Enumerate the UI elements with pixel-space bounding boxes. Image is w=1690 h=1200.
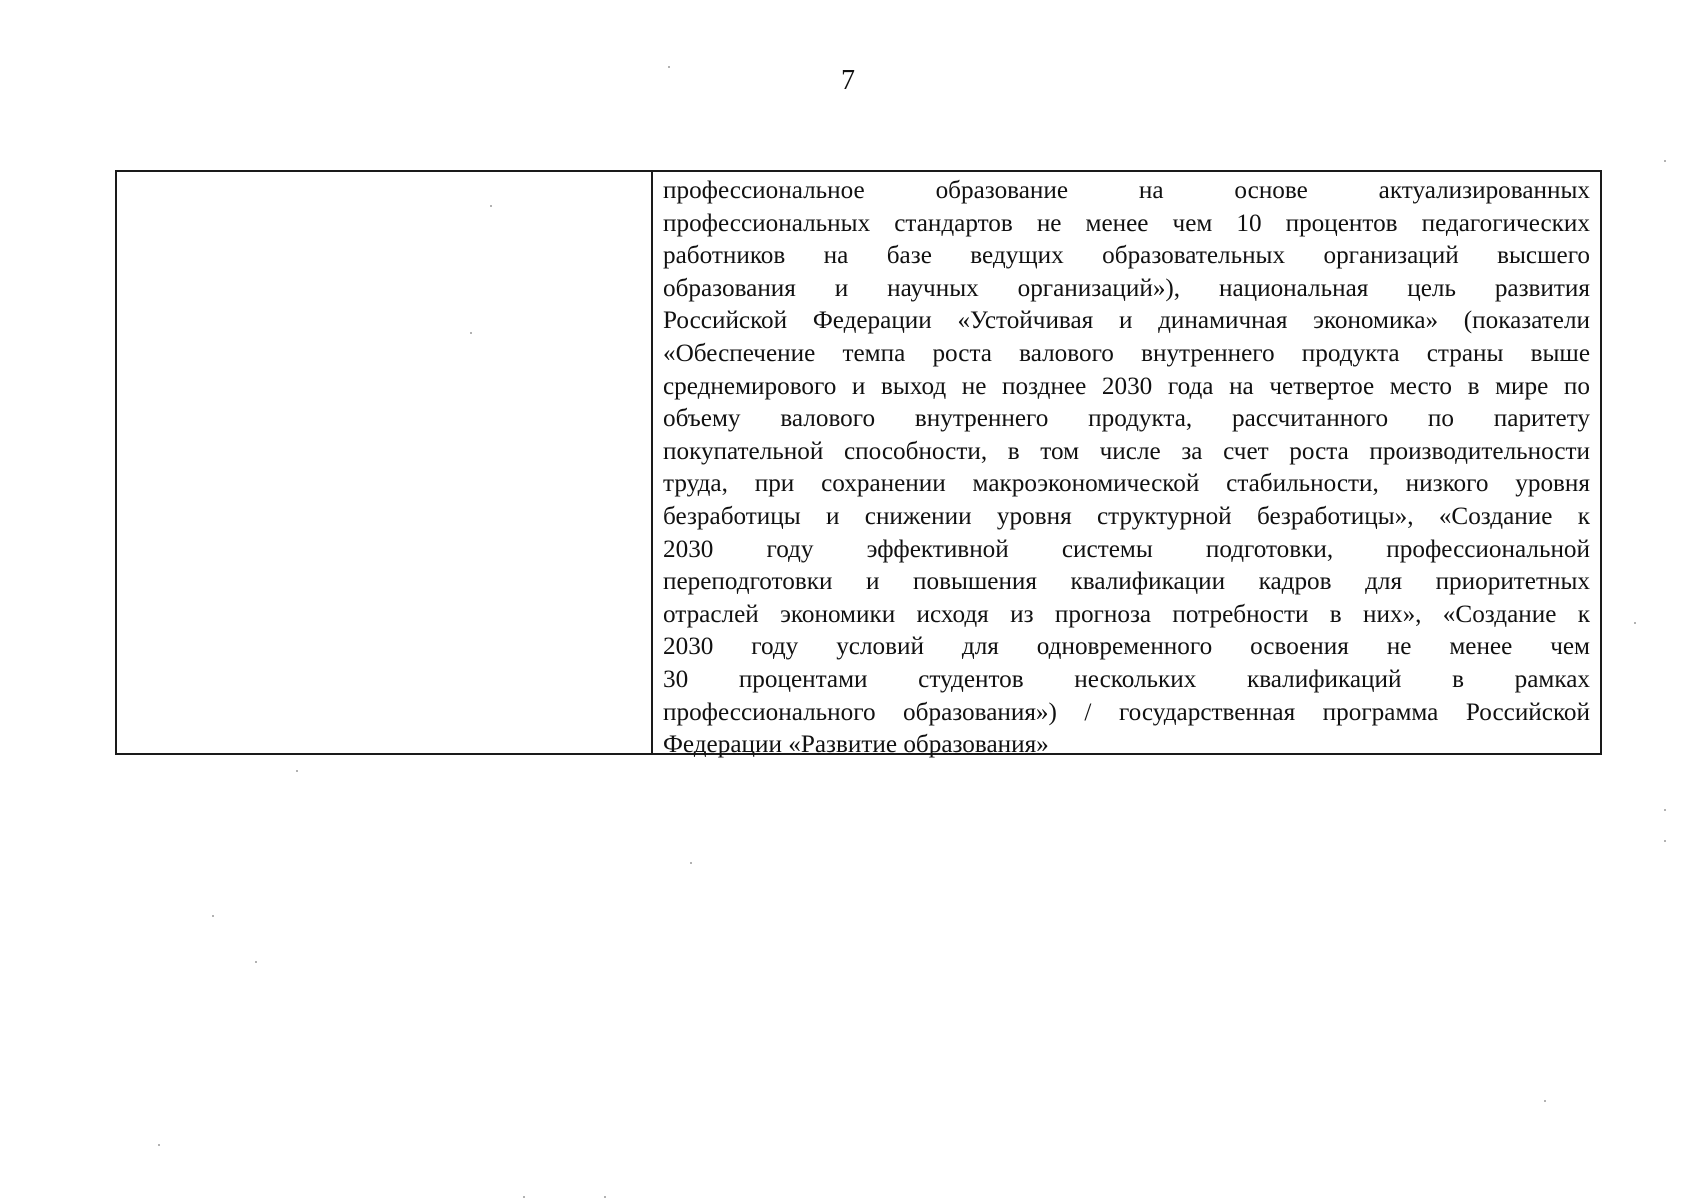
- page-number: 7: [841, 65, 855, 96]
- text-line: объему валового внутреннего продукта, рассчитанного по паритету: [663, 405, 1590, 433]
- text-line: работников на базе ведущих образовательных организаций высшего: [663, 242, 1590, 270]
- scan-speck: [604, 1196, 606, 1198]
- scan-speck: [523, 1196, 525, 1198]
- scan-speck: [668, 66, 670, 68]
- scan-speck: [690, 862, 692, 864]
- scan-speck: [1664, 160, 1666, 162]
- text-line: профессиональных стандартов не менее чем 10 процентов педагогических: [663, 209, 1590, 237]
- scan-speck: [1544, 1100, 1546, 1102]
- cell-paragraph: [663, 175, 1590, 762]
- scan-speck: [212, 915, 214, 917]
- scan-speck: [296, 770, 298, 772]
- document-table: [115, 170, 1602, 759]
- text-line: безработицы и снижении уровня структурной безработицы», «Создание к: [663, 502, 1590, 530]
- table-cell-right: [653, 172, 1600, 759]
- scan-speck: [1664, 840, 1666, 842]
- scan-speck: [158, 1144, 160, 1146]
- text-line: отраслей экономики исходя из прогноза потребности в них», «Создание к: [663, 600, 1590, 628]
- scan-speck: [470, 332, 472, 334]
- text-line: Российской Федерации «Устойчивая и динамичная экономика» (показатели: [663, 307, 1590, 335]
- text-line: образования и научных организаций»), национальная цель развития: [663, 274, 1590, 302]
- table-cell-left: [117, 172, 653, 753]
- text-line: переподготовки и повышения квалификации кадров для приоритетных: [663, 568, 1590, 596]
- text-line: 2030 году условий для одновременного освоения не менее чем: [663, 633, 1590, 661]
- text-line: среднемирового и выход не позднее 2030 года на четвертое место в мире по: [663, 372, 1590, 400]
- text-line: 30 процентами студентов нескольких квалификаций в рамках: [663, 665, 1590, 693]
- text-line: Федерации «Развитие образования»: [663, 731, 1049, 759]
- scan-speck: [1634, 622, 1636, 624]
- text-line: покупательной способности, в том числе за счет роста производительности: [663, 437, 1590, 465]
- scan-speck: [255, 961, 257, 963]
- text-line: труда, при сохранении макроэкономической стабильности, низкого уровня: [663, 470, 1590, 498]
- text-line: 2030 году эффективной системы подготовки, профессиональной: [663, 535, 1590, 563]
- scan-speck: [490, 205, 492, 207]
- text-line: «Обеспечение темпа роста валового внутреннего продукта страны выше: [663, 339, 1590, 367]
- scan-speck: [1664, 809, 1666, 811]
- text-line: профессиональное образование на основе актуализированных: [663, 177, 1590, 204]
- text-line: профессионального образования») / государственная программа Российской: [663, 698, 1590, 726]
